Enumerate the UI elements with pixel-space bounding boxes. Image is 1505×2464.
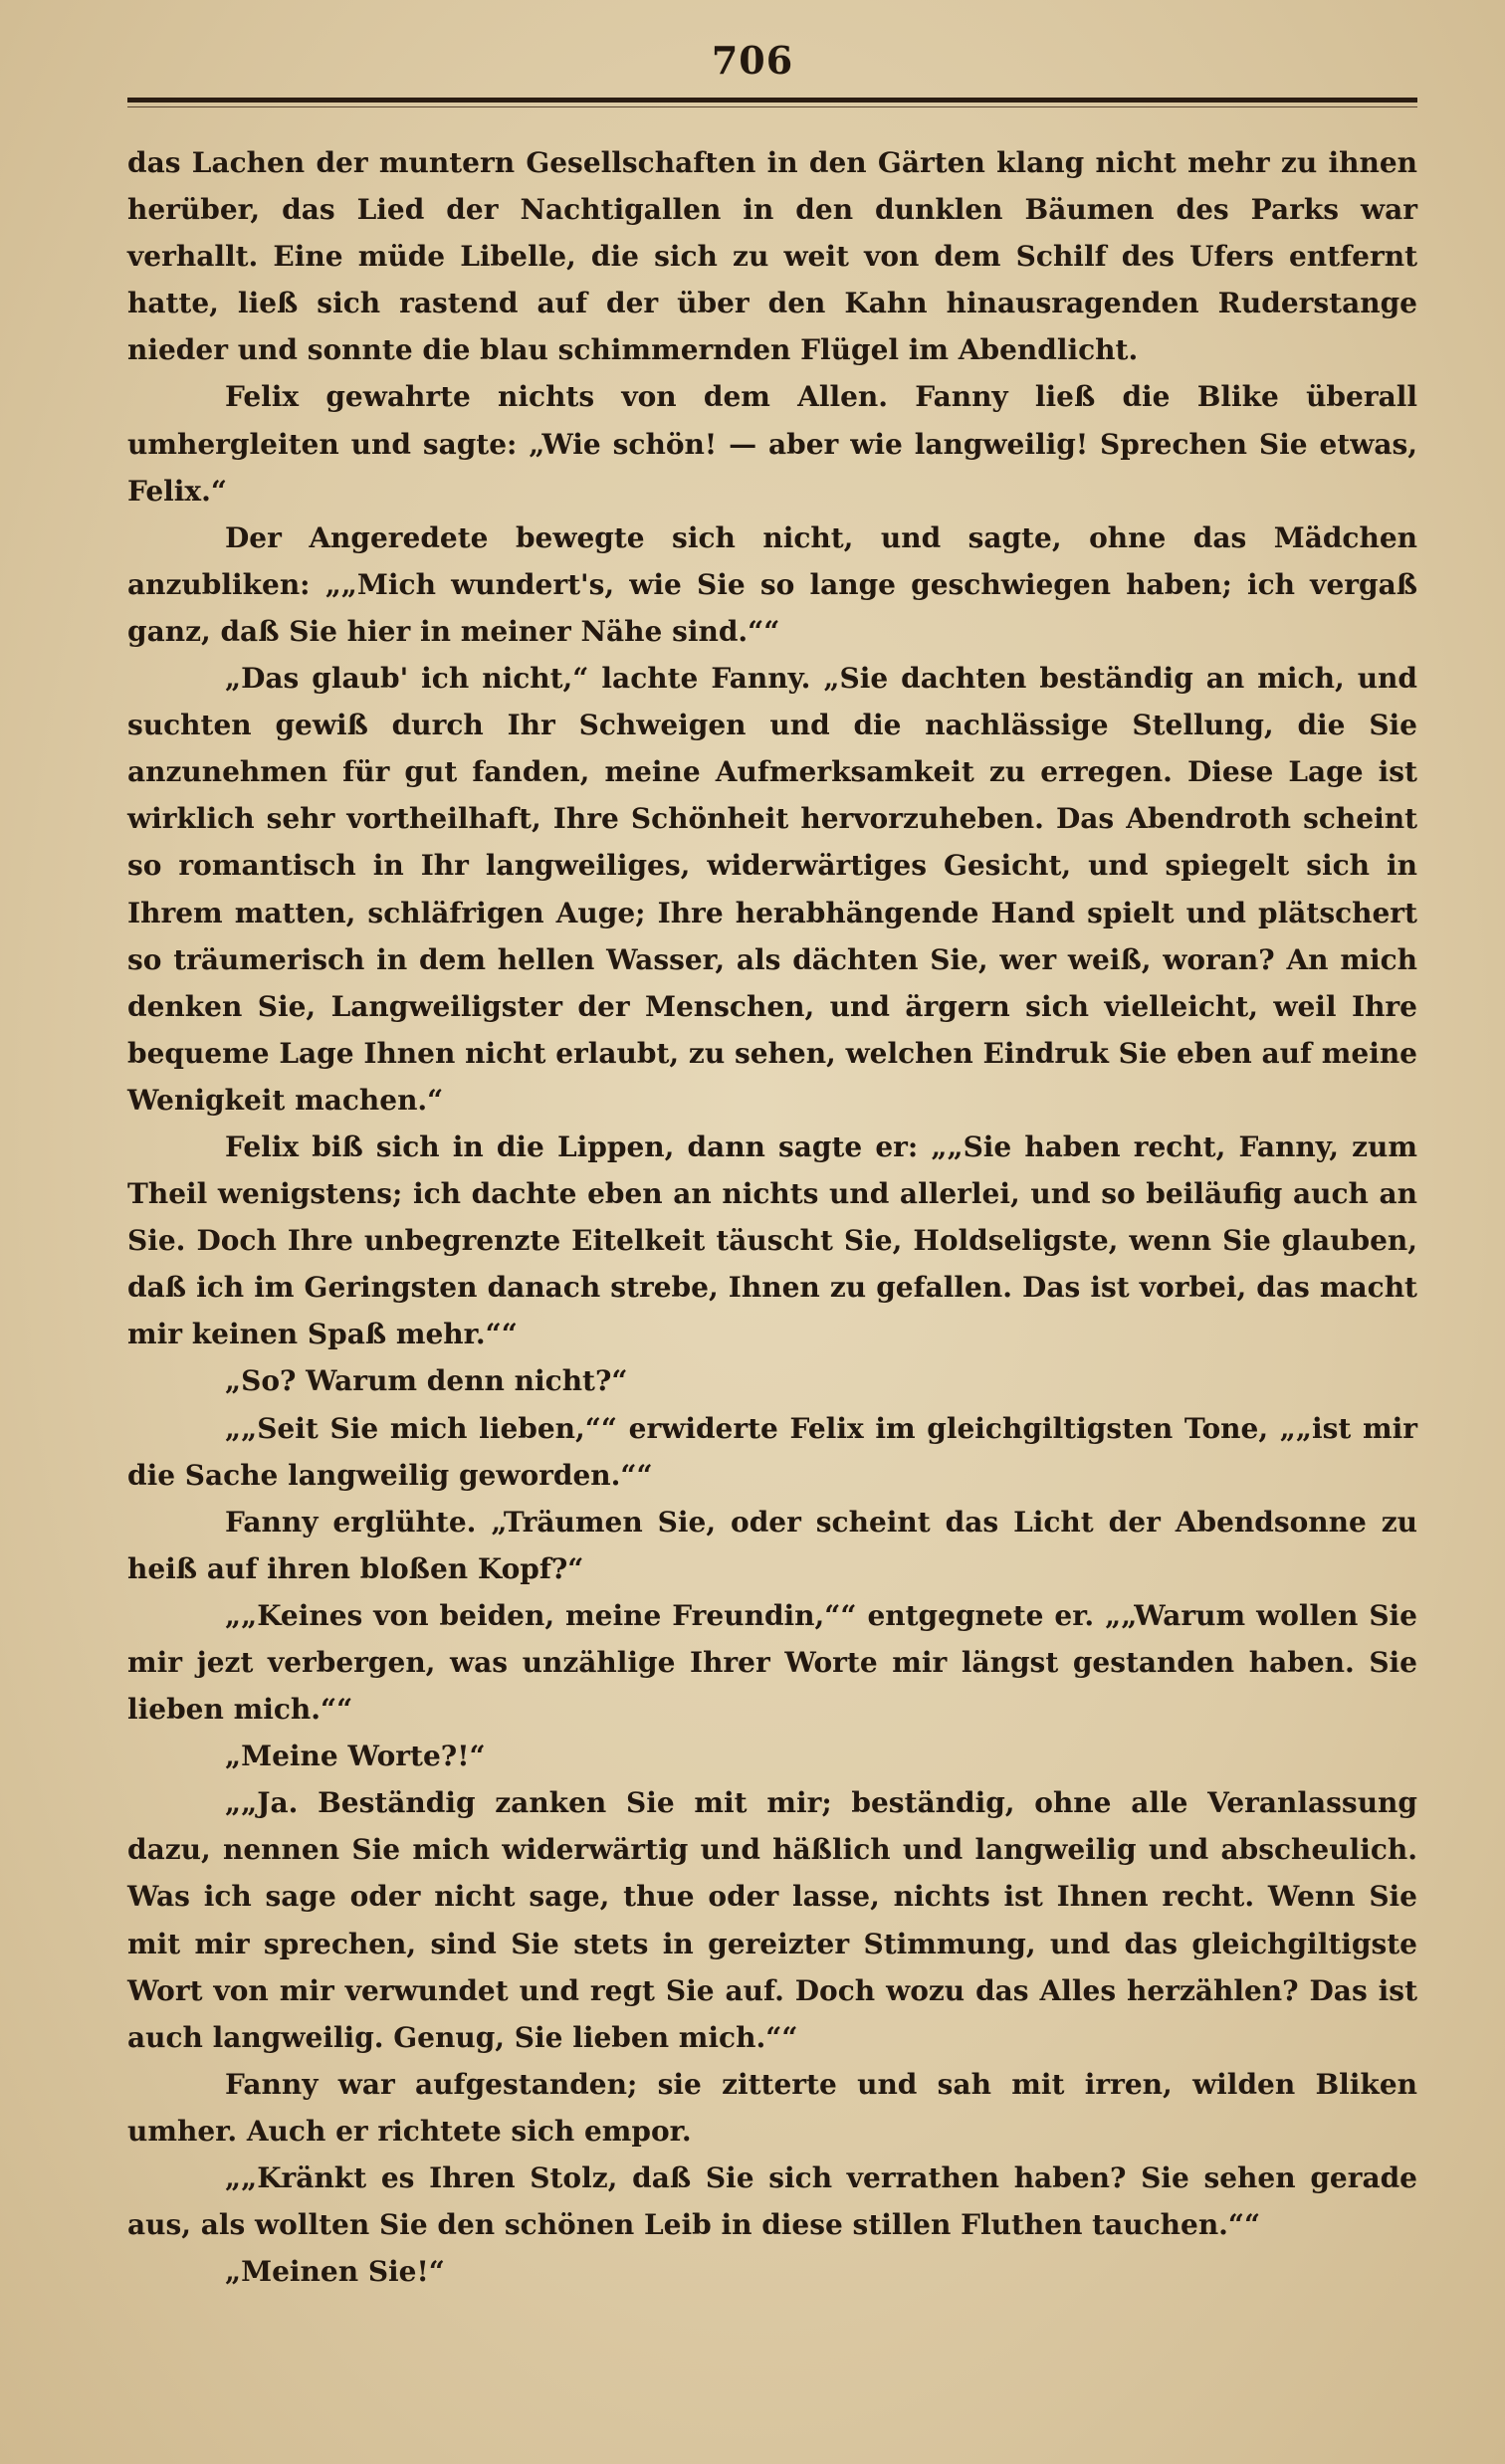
paragraph: Fanny war aufgestanden; sie zitterte und sah mit irren, wilden Bliken umher. Auch er richtete sich empor. bbox=[127, 2067, 1417, 2148]
page-number: 706 bbox=[711, 38, 794, 83]
paragraph: Felix biß sich in die Lippen, dann sagte er: „„Sie haben recht, Fanny, zum Theil wenigstens; ich dachte eben an nichts und allerlei, und so beiläufig auch an Sie. Doch Ihre unbegrenzte Eitelkeit täuscht Sie, Holdseligste, wenn Sie glauben, daß ich im Geringsten danach strebe, Ihnen zu gefallen. Das ist vorbei, das macht mir keinen Spaß mehr.““ bbox=[127, 1129, 1417, 1351]
paragraph: „Meinen Sie!“ bbox=[225, 2255, 445, 2289]
paragraph: „Das glaub' ich nicht,“ lachte Fanny. „Sie dachten beständig an mich, und suchten gewiß durch Ihr Schweigen und die nachlässige Stellung, die Sie anzunehmen für gut fanden, meine Aufmerksamkeit zu erregen. Diese Lage ist wirklich sehr vortheilhaft, Ihre Schönheit hervorzuheben. Das Abendroth scheint so romantisch in Ihr langweiliges, widerwärtiges Gesicht, und spiegelt sich in Ihrem matten, schläfrigen Auge; Ihre herabhängende Hand spielt und plätschert so träumerisch in dem hellen Wasser, als dächten Sie, wer weiß, woran? An mich denken Sie, Langweiligster der Menschen, und ärgern sich vielleicht, weil Ihre bequeme Lage Ihnen nicht erlaubt, zu sehen, welchen Eindruk Sie eben auf meine Wenigkeit machen.“ bbox=[127, 662, 1417, 1117]
header-rule-thin bbox=[127, 106, 1417, 107]
paragraph: „„Ja. Beständig zanken Sie mit mir; beständig, ohne alle Veranlassung dazu, nennen Sie mich widerwärtig und häßlich und langweilig und abscheulich. Was ich sage oder nicht sage, thue oder lasse, nichts ist Ihnen recht. Wenn Sie mit mir sprechen, sind Sie stets in gereizter Stimmung, und das gleichgiltigste Wort von mir verwundet und regt Sie auf. Doch wozu das Alles herzählen? Das ist auch langweilig. Genug, Sie lieben mich.““ bbox=[127, 1786, 1417, 2054]
paragraph: „„Seit Sie mich lieben,““ erwiderte Felix im gleichgiltigsten Tone, „„ist mir die Sache langweilig geworden.““ bbox=[127, 1411, 1417, 1492]
paragraph: „Meine Worte?!“ bbox=[225, 1740, 486, 1773]
paragraph: Felix gewahrte nichts von dem Allen. Fanny ließ die Blike überall umhergleiten und sagte: „Wie schön! — aber wie langweilig! Sprechen Sie etwas, Felix.“ bbox=[127, 380, 1417, 508]
page-body bbox=[127, 139, 1417, 2295]
paragraph: „„Kränkt es Ihren Stolz, daß Sie sich verrathen haben? Sie sehen gerade aus, als wollten Sie den schönen Leib in diese stillen Fluthen tauchen.““ bbox=[127, 2161, 1417, 2242]
paragraph: Fanny erglühte. „Träumen Sie, oder scheint das Licht der Abendsonne zu heiß auf ihren bloßen Kopf?“ bbox=[127, 1505, 1417, 1585]
paragraph: „So? Warum denn nicht?“ bbox=[225, 1364, 628, 1398]
paragraph: das Lachen der muntern Gesellschaften in den Gärten klang nicht mehr zu ihnen herüber, das Lied der Nachtigallen in den dunklen Bäumen des Parks war verhallt. Eine müde Libelle, die sich zu weit von dem Schilf des Ufers entfernt hatte, ließ sich rastend auf der über den Kahn hinausragenden Ruderstange nieder und sonnte die blau schimmernden Flügel im Abendlicht. bbox=[127, 146, 1417, 367]
header-rule bbox=[127, 98, 1417, 103]
paragraph: „„Keines von beiden, meine Freundin,““ entgegnete er. „„Warum wollen Sie mir jezt verbergen, was unzählige Ihrer Worte mir längst gestanden haben. Sie lieben mich.““ bbox=[127, 1598, 1417, 1727]
paragraph: Der Angeredete bewegte sich nicht, und sagte, ohne das Mädchen anzubliken: „„Mich wundert's, wie Sie so lange geschwiegen haben; ich vergaß ganz, daß Sie hier in meiner Nähe sind.““ bbox=[127, 520, 1417, 648]
